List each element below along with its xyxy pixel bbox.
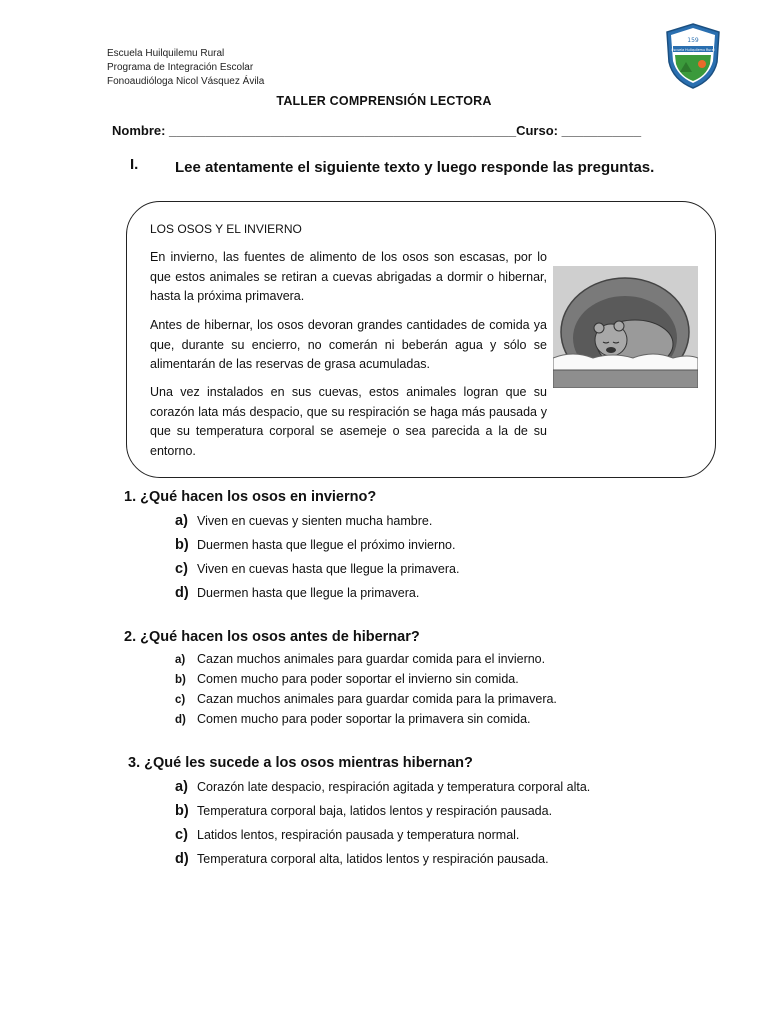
- option-2d: [175, 712, 557, 732]
- option-2c: [175, 692, 557, 712]
- option-text: Cazan muchos animales para guardar comida para el invierno.: [197, 652, 546, 666]
- option-letter: a): [175, 779, 188, 795]
- name-course-line: Nombre: ________________________________________________Curso: ___________: [112, 123, 642, 138]
- school-crest-logo: [664, 22, 722, 90]
- option-text: Duermen hasta que llegue el próximo invierno.: [197, 538, 456, 552]
- question-3: 3. ¿Qué les sucede a los osos mientras hibernan?: [128, 755, 473, 771]
- option-3c: [175, 827, 590, 851]
- story-paragraph-1: En invierno, las fuentes de alimento de los osos son escasas, por lo que estos animales se retiran a cuevas abrigadas a dormir o hibernar, hasta la próxima primavera.: [150, 250, 547, 303]
- option-letter: d): [175, 585, 189, 601]
- worksheet-title: TALLER COMPRENSIÓN LECTORA: [276, 94, 492, 108]
- option-letter: c): [175, 827, 188, 843]
- option-3d: [175, 851, 590, 875]
- section-instruction: Lee atentamente el siguiente texto y luego responde las preguntas.: [175, 159, 655, 176]
- option-text: Latidos lentos, respiración pausada y temperatura normal.: [197, 828, 520, 842]
- option-2a: [175, 652, 557, 672]
- option-letter: b): [175, 803, 189, 819]
- option-1c: [175, 561, 459, 585]
- story-paragraph-3: Una vez instalados en sus cuevas, estos animales logran que su corazón lata más despacio, que su respiración se haga más pausada y que su temperatura corporal se asemeje o sea parecida a la de su entorno.: [150, 385, 547, 458]
- option-3a: [175, 779, 590, 803]
- story-title: LOS OSOS Y EL INVIERNO: [150, 222, 302, 236]
- option-text: Viven en cuevas hasta que llegue la primavera.: [197, 562, 460, 576]
- option-text: Duermen hasta que llegue la primavera.: [197, 586, 420, 600]
- program-name: Programa de Integración Escolar: [107, 62, 254, 73]
- option-letter: a): [175, 513, 188, 529]
- option-1b: [175, 537, 459, 561]
- question-2: 2. ¿Qué hacen los osos antes de hibernar?: [124, 629, 420, 645]
- option-text: Comen mucho para poder soportar el invierno sin comida.: [197, 672, 519, 686]
- option-1a: [175, 513, 459, 537]
- option-1d: [175, 585, 459, 609]
- option-3b: [175, 803, 590, 827]
- question-1: 1. ¿Qué hacen los osos en invierno?: [124, 489, 377, 505]
- option-letter: c): [175, 694, 186, 706]
- option-letter: c): [175, 561, 188, 577]
- option-letter: d): [175, 851, 189, 867]
- option-text: Corazón late despacio, respiración agitada y temperatura corporal alta.: [197, 780, 591, 794]
- option-text: Viven en cuevas y sienten mucha hambre.: [197, 514, 433, 528]
- story-paragraph-2: Antes de hibernar, los osos devoran grandes cantidades de comida ya que, durante su encierro, no comerán ni beberán agua y sólo se alimentarán de las reservas de grasa acumuladas.: [150, 318, 547, 371]
- question-2-options: [175, 652, 557, 732]
- option-letter: a): [175, 654, 186, 666]
- option-letter: b): [175, 674, 186, 686]
- question-1-options: [175, 513, 459, 609]
- option-letter: b): [175, 537, 189, 553]
- crest-banner-text: Escuela Huilquilemu Rural: [671, 48, 715, 52]
- school-name: Escuela Huilquilemu Rural: [107, 48, 225, 59]
- option-text: Temperatura corporal baja, latidos lentos y respiración pausada.: [197, 804, 553, 818]
- option-text: Comen mucho para poder soportar la primavera sin comida.: [197, 712, 531, 726]
- svg-text:159: 159: [687, 37, 699, 44]
- option-text: Temperatura corporal alta, latidos lentos y respiración pausada.: [197, 852, 549, 866]
- option-letter: d): [175, 714, 186, 726]
- section-number: I.: [130, 156, 139, 173]
- option-2b: [175, 672, 557, 692]
- author-name: Fonoaudióloga Nicol Vásquez Ávila: [107, 76, 265, 87]
- option-text: Cazan muchos animales para guardar comida para la primavera.: [197, 692, 557, 706]
- question-3-options: [175, 779, 590, 875]
- sleeping-bear-in-cave-icon: [553, 266, 698, 388]
